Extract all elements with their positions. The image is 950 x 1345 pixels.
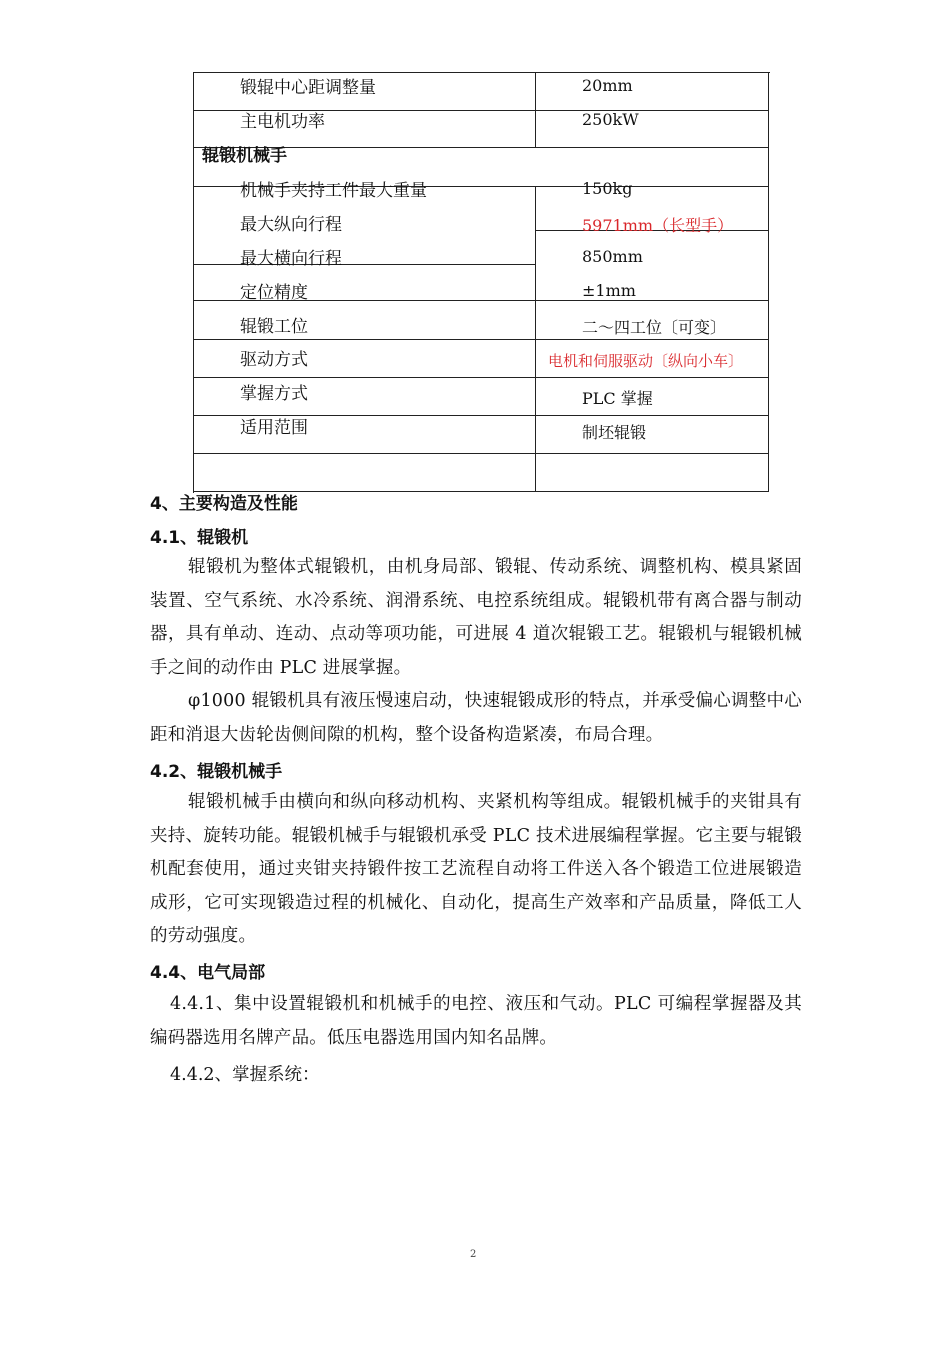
table-cell-value: 二～四工位〔可变〕 [582,318,727,337]
table-cell-label: 最大横向行程 [240,249,342,269]
table-section-heading: 辊锻机械手 [202,146,287,166]
heading-4-4: 4.4、电气局部 [150,963,266,983]
paragraph-4-2: 辊锻机械手由横向和纵向移动机构、夹紧机构等组成。辊锻机械手的夹钳具有夹持、旋转功能。辊锻机械手与辊锻机承受 PLC 技术进展编程掌握。它主要与辊锻机配套使用，通过夹钳夹持锻件按工艺流程自动将工件送入各个锻造工位进展锻造成形，它可实现锻造过程的机械化、自动化，提高生产效率和产品质量，降低工人的劳动强度。 [150,792,802,946]
table-border-right [768,72,769,492]
table-cell-label: 最大纵向行程 [240,215,342,235]
table-cell-value: ±1mm [582,281,636,300]
heading-4: 4、主要构造及性能 [150,494,298,514]
table-cell-value: 20mm [582,76,633,95]
table-cell-value: 制坯辊锻 [582,423,647,442]
paragraph-4-4-2: 4.4.2、掌握系统： [170,1065,320,1085]
paragraph-4-4-1: 4.4.1、集中设置辊锻机和机械手的电控、液压和气动。PLC 可编程掌握器及其编码器选用名牌产品。低压电器选用国内知名品牌。 [150,994,802,1048]
paragraph-4-1-b: φ1000 辊锻机具有液压慢速启动，快速辊锻成形的特点，并承受偏心调整中心距和消退大齿轮齿侧间隙的机构，整个设备构造紧凑，布局合理。 [150,691,802,745]
table-cell-label: 驱动方式 [240,350,308,370]
table-row-divider [193,339,769,340]
table-cell-value: 电机和伺服驱动〔纵向小车〕 [548,352,744,370]
heading-4-1: 4.1、辊锻机 [150,528,249,548]
table-cell-label: 主电机功率 [240,112,325,132]
table-cell-label: 掌握方式 [240,384,308,404]
table-cell-value: 5971mm（长型手） [582,216,734,235]
table-row-divider [193,377,769,378]
table-cell-value: 250kW [582,110,639,129]
table-cell-label: 机械手夹持工件最大重量 [240,181,427,201]
page-number: 2 [470,1249,477,1260]
table-cell-label: 定位精度 [240,283,308,303]
table-cell-label: 锻辊中心距调整量 [240,78,376,98]
table-cell-value: 150kg [582,179,633,198]
table-row-divider [193,453,769,454]
table-cell-value: PLC 掌握 [582,389,653,408]
table-cell-label: 辊锻工位 [240,317,308,337]
table-cell-value: 850mm [582,247,643,266]
paragraph-4-1-a: 辊锻机为整体式辊锻机，由机身局部、锻辊、传动系统、调整机构、模具紧固装置、空气系统、水冷系统、润滑系统、电控系统组成。辊锻机带有离合器与制动器，具有单动、连动、点动等项功能，可进展 4 道次辊锻工艺。辊锻机与辊锻机械手之间的动作由 PLC 进展掌握。 [150,557,802,678]
heading-4-2: 4.2、辊锻机械手 [150,762,283,782]
table-cell-label: 适用范围 [240,418,308,438]
